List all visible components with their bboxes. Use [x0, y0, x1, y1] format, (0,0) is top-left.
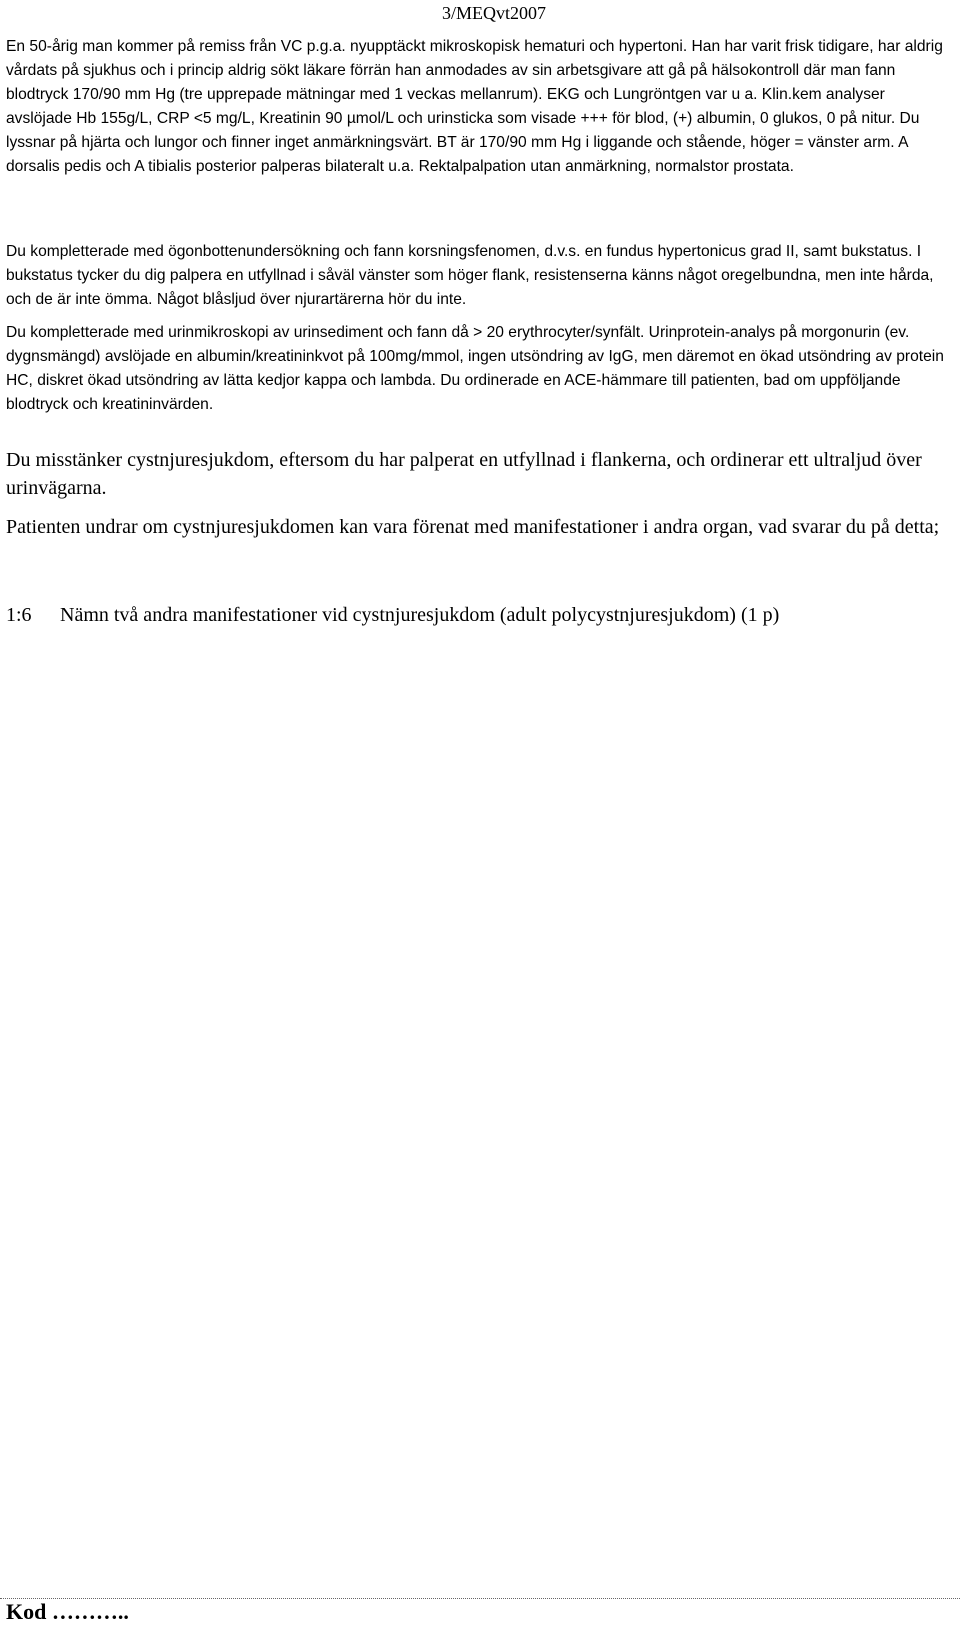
- question-text: Nämn två andra manifestationer vid cystnjuresjukdom (adult polycystnjuresjukdom) (1 p): [60, 604, 780, 626]
- case-paragraph-3: Du kompletterade med urinmikroskopi av urinsediment och fann då > 20 erythrocyter/synfält. Urinprotein-analys på morgonurin (ev. dygnsmängd) avslöjade en albumin/kreatininkvot på 100mg/mmol, ingen utsöndring av IgG, men däremot en ökad utsöndring av protein HC, diskret ökad utsöndring av lätta kedjor kappa och lambda. Du ordinerade en ACE-hämmare till patienten, bad om uppföljande blodtryck och kreatininvärden.: [6, 324, 944, 413]
- footer-divider: [0, 1598, 960, 1599]
- code-field-label: Kod ………..: [6, 1599, 129, 1624]
- question-number: 1:6: [6, 604, 32, 626]
- patient-question-paragraph: Patienten undrar om cystnjuresjukdomen kan vara förenat med manifestationer i andra organ, vad svarar du på detta;: [6, 516, 940, 538]
- case-paragraph-1: En 50-årig man kommer på remiss från VC p.g.a. nyupptäckt mikroskopisk hematuri och hypertoni. Han har varit frisk tidigare, har aldrig vårdats på sjukhus och i princip aldrig sökt läkare förrän han anmodades av sin arbetsgivare att gå på hälsokontroll där man fann blodtryck 170/90 mm Hg (tre upprepade mätningar med 1 veckas mellanrum). EKG och Lungröntgen var u a. Klin.kem analyser avslöjade Hb 155g/L, CRP <5 mg/L, Kreatinin 90 µmol/L och urinsticka som visade +++ för blod, (+) albumin, 0 glukos, 0 på nitur. Du lyssnar på hjärta och lungor och finner inget anmärkningsvärt. BT är 170/90 mm Hg i liggande och stående, höger = vänster arm. A dorsalis pedis och A tibialis posterior palperas bilateralt u.a. Rektalpalpation utan anmärkning, normalstor prostata.: [6, 38, 943, 175]
- suspicion-paragraph: Du misstänker cystnjuresjukdom, eftersom du har palperat en utfyllnad i flankerna, och ordinerar ett ultraljud över urinvägarna.: [6, 449, 922, 499]
- document-header: 3/MEQvt2007: [441, 3, 546, 23]
- case-paragraph-2: Du kompletterade med ögonbottenundersökning och fann korsningsfenomen, d.v.s. en fundus hypertonicus grad II, samt bukstatus. I bukstatus tycker du dig palpera en utfyllnad i såväl vänster som höger flank, resistenserna känns något oregelbundna, men inte hårda, och de är inte ömma. Något blåsljud över njurartärerna hör du inte.: [6, 243, 934, 308]
